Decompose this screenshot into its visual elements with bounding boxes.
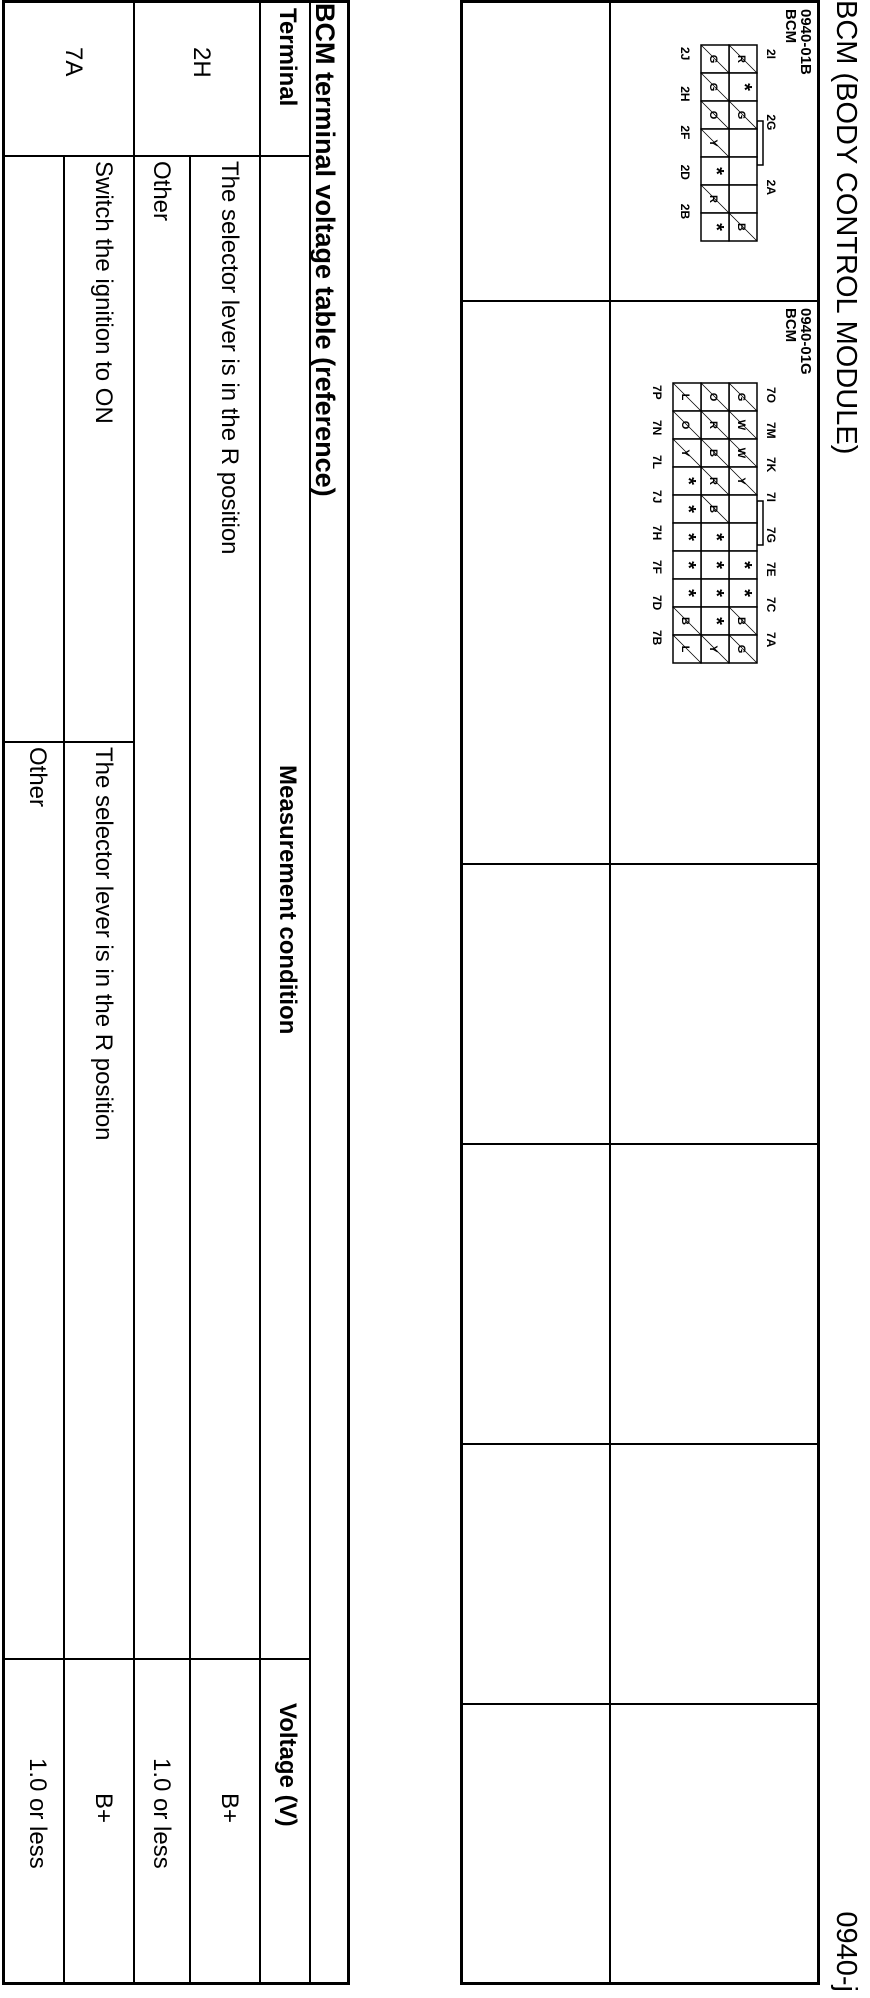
pin-value: * bbox=[705, 167, 727, 175]
pin-value: O bbox=[679, 420, 691, 430]
connector-frame-column-line bbox=[463, 300, 817, 302]
pin-value: * bbox=[733, 561, 755, 569]
voltage-cell: 1.0 or less bbox=[24, 1758, 51, 1869]
pin-label: 2B bbox=[678, 203, 692, 220]
table-column-line bbox=[5, 741, 135, 743]
pin-label: 7H bbox=[650, 525, 664, 541]
pin-value: O bbox=[707, 392, 719, 402]
condition-cell: The selector lever is in the R position bbox=[90, 747, 117, 1141]
pin-value: G bbox=[735, 110, 747, 120]
connector-frame bbox=[460, 0, 820, 1985]
table-column-line bbox=[5, 155, 311, 157]
connector-frame-column-line bbox=[463, 1443, 817, 1445]
pin-value: G bbox=[735, 644, 747, 654]
header-terminal: Terminal bbox=[274, 8, 301, 107]
pin-value: R bbox=[707, 421, 719, 429]
connector-frame-column-line bbox=[463, 1703, 817, 1705]
connector-code: 0940-01G bbox=[797, 308, 814, 375]
pin-label: 2I bbox=[764, 49, 778, 60]
pin-value: * bbox=[677, 533, 699, 541]
voltage-cell: B+ bbox=[90, 1793, 117, 1824]
connector-lock-tab bbox=[757, 121, 763, 165]
pin-value: * bbox=[677, 589, 699, 597]
table-divider bbox=[133, 3, 135, 1982]
pin-value: B bbox=[735, 223, 747, 231]
pin-value: * bbox=[705, 561, 727, 569]
pin-cell bbox=[729, 157, 757, 185]
pin-cell bbox=[729, 185, 757, 213]
pin-label: 7N bbox=[650, 420, 664, 436]
table-divider bbox=[63, 155, 65, 1982]
connector-lock-tab bbox=[757, 501, 763, 545]
pin-label: 7P bbox=[650, 385, 664, 400]
table-column-line bbox=[5, 1658, 311, 1660]
pin-label: 7F bbox=[650, 560, 664, 575]
pin-value: * bbox=[677, 561, 699, 569]
pin-value: G bbox=[707, 54, 719, 64]
voltage-table bbox=[2, 0, 350, 1985]
pin-label: 7K bbox=[764, 457, 778, 473]
pin-label: 2A bbox=[764, 179, 778, 196]
pin-label: 7C bbox=[764, 597, 778, 613]
pin-value: * bbox=[705, 589, 727, 597]
condition-cell: The selector lever is in the R position bbox=[216, 161, 243, 555]
connector-name: BCM bbox=[782, 9, 799, 44]
pin-label: 2D bbox=[678, 164, 692, 180]
condition-cell: Other bbox=[24, 747, 51, 808]
pin-label: 7A bbox=[764, 632, 778, 648]
pin-value: * bbox=[705, 617, 727, 625]
pin-cell bbox=[729, 523, 757, 551]
pin-value: L bbox=[679, 645, 691, 653]
connector-name: BCM bbox=[782, 308, 799, 343]
voltage-cell: B+ bbox=[216, 1793, 243, 1824]
pin-label: 2J bbox=[678, 47, 692, 61]
pin-label: 7B bbox=[650, 630, 664, 646]
table-divider bbox=[189, 155, 191, 1982]
pin-value: * bbox=[677, 505, 699, 513]
pin-value: * bbox=[733, 589, 755, 597]
pin-label: 7O bbox=[764, 387, 778, 404]
terminal-cell: 7A bbox=[60, 47, 87, 77]
pin-label: 7J bbox=[650, 490, 664, 504]
pin-value: B bbox=[707, 505, 719, 513]
connector-01g-diagram bbox=[627, 323, 787, 723]
pin-cell bbox=[729, 129, 757, 157]
pin-label: 7L bbox=[650, 455, 664, 470]
pin-cell bbox=[729, 495, 757, 523]
connector-frame-column-line bbox=[463, 863, 817, 865]
header-voltage: Voltage (V) bbox=[274, 1703, 301, 1827]
pin-value: B bbox=[707, 449, 719, 457]
connector-frame-column-line bbox=[463, 1143, 817, 1145]
table-divider bbox=[259, 3, 261, 1982]
pin-value: W bbox=[735, 447, 747, 459]
pin-value: B bbox=[679, 617, 691, 625]
page-title: BCM (BODY CONTROL MODULE) bbox=[830, 0, 862, 455]
pin-value: B bbox=[735, 617, 747, 625]
pin-label: 7I bbox=[764, 492, 778, 503]
terminal-cell: 2H bbox=[188, 47, 215, 78]
pin-label: 7G bbox=[764, 527, 778, 544]
connector-01b-diagram bbox=[627, 33, 787, 283]
connector-01g bbox=[783, 308, 813, 375]
pin-value: R bbox=[707, 195, 719, 203]
table-title: BCM terminal voltage table (reference) bbox=[310, 3, 340, 497]
pin-value: Y bbox=[707, 645, 719, 653]
pin-value: O bbox=[707, 110, 719, 120]
pin-value: R bbox=[735, 55, 747, 63]
pin-value: R bbox=[707, 477, 719, 485]
pin-value: L bbox=[679, 393, 691, 401]
pin-value: G bbox=[735, 392, 747, 402]
pin-value: * bbox=[677, 477, 699, 485]
pin-value: * bbox=[733, 83, 755, 91]
pin-value: * bbox=[705, 533, 727, 541]
pin-label: 7M bbox=[764, 422, 778, 439]
condition-cell: Switch the ignition to ON bbox=[90, 161, 117, 424]
connector-01b bbox=[783, 9, 813, 75]
pin-value: G bbox=[707, 82, 719, 92]
pin-label: 2G bbox=[764, 114, 778, 131]
page-code: 0940-j bbox=[830, 1911, 862, 1992]
pin-value: W bbox=[735, 419, 747, 431]
voltage-cell: 1.0 or less bbox=[148, 1758, 175, 1869]
pin-label: 7D bbox=[650, 595, 664, 611]
pin-value: Y bbox=[735, 477, 747, 485]
header-condition: Measurement condition bbox=[274, 765, 301, 1035]
pin-value: Y bbox=[679, 449, 691, 457]
connector-code: 0940-01B bbox=[797, 9, 814, 75]
pin-label: 7E bbox=[764, 562, 778, 577]
pin-label: 2F bbox=[678, 125, 692, 140]
pin-value: * bbox=[705, 223, 727, 231]
pin-value: Y bbox=[707, 139, 719, 147]
pin-label: 2H bbox=[678, 86, 692, 102]
condition-cell: Other bbox=[148, 161, 175, 222]
